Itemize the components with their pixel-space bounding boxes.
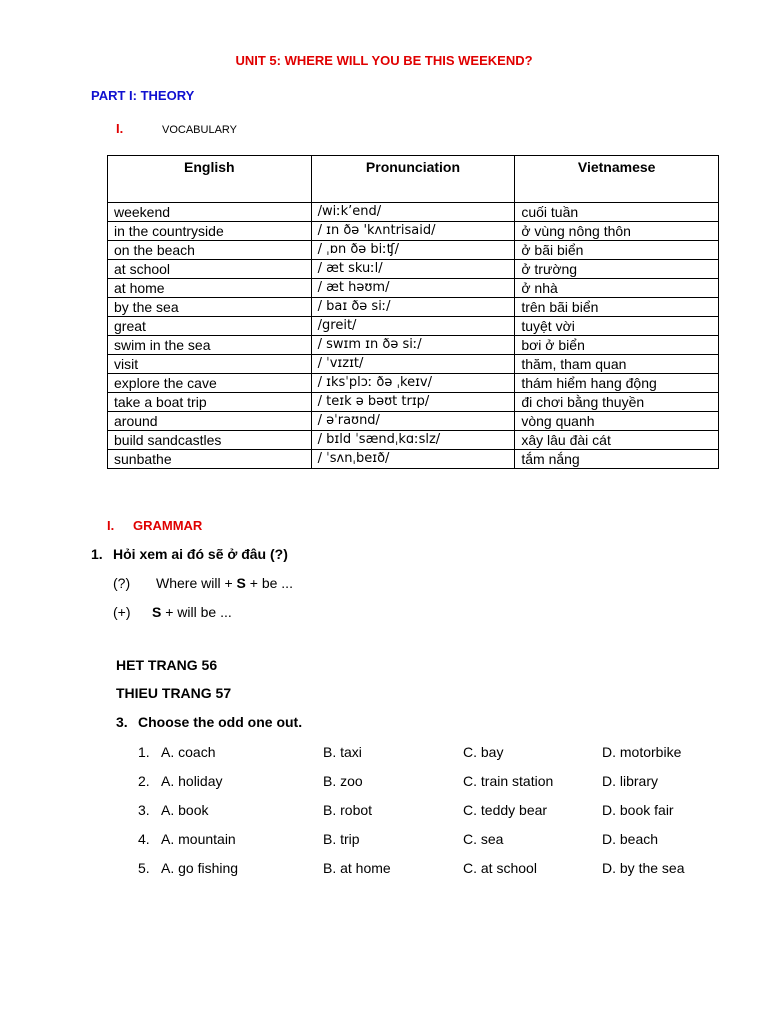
cell-english: take a boat trip xyxy=(108,393,312,412)
cell-pronunciation: / bɪld ˈsændˌkɑːslz/ xyxy=(311,431,515,450)
table-row xyxy=(108,298,719,317)
item-number: 2. xyxy=(138,773,150,789)
cell-english: sunbathe xyxy=(108,450,312,469)
vocab-section-label: VOCABULARY xyxy=(162,124,237,136)
question-structure xyxy=(156,575,293,591)
vocab-section-number: I. xyxy=(116,121,124,136)
table-row xyxy=(108,374,719,393)
option-d: D. beach xyxy=(602,831,659,847)
cell-english: build sandcastles xyxy=(108,431,312,450)
table-row xyxy=(108,393,719,412)
option-d: D. book fair xyxy=(602,802,674,818)
table-row xyxy=(108,260,719,279)
cell-pronunciation: / ˌɒn ðə biːʧ/ xyxy=(311,241,515,260)
answer-structure-subject: S xyxy=(152,604,162,620)
table-row xyxy=(108,412,719,431)
cell-english: at home xyxy=(108,279,312,298)
cell-vietnamese: ở vùng nông thôn xyxy=(515,222,719,241)
grammar-section-label: GRAMMAR xyxy=(133,518,203,533)
cell-vietnamese: thám hiểm hang động xyxy=(515,374,719,393)
cell-pronunciation: / æt skuːl/ xyxy=(311,260,515,279)
option-d: D. library xyxy=(602,773,659,789)
grammar-item-number: 1. xyxy=(91,546,103,562)
option-a: A. coach xyxy=(161,744,216,760)
page-note-het: HET TRANG 56 xyxy=(116,657,218,673)
option-a: A. book xyxy=(161,802,209,818)
exercise-title: Choose the odd one out. xyxy=(138,714,303,730)
cell-vietnamese: xây lâu đài cát xyxy=(515,431,719,450)
header-pronunciation: Pronunciation xyxy=(311,156,515,203)
table-row xyxy=(108,279,719,298)
option-d: D. by the sea xyxy=(602,860,685,876)
part-heading: PART I: THEORY xyxy=(91,88,195,103)
cell-english: at school xyxy=(108,260,312,279)
table-row xyxy=(108,450,719,469)
header-english: English xyxy=(108,156,312,203)
question-structure-a: Where will + xyxy=(156,575,237,591)
cell-vietnamese: đi chơi bằng thuyền xyxy=(515,393,719,412)
table-row xyxy=(108,317,719,336)
option-c: C. bay xyxy=(463,744,504,760)
cell-pronunciation: / ɪksˈplɔː ðə ˌkeɪv/ xyxy=(311,374,515,393)
cell-english: visit xyxy=(108,355,312,374)
option-b: B. trip xyxy=(323,831,360,847)
option-b: B. at home xyxy=(323,860,391,876)
cell-english: explore the cave xyxy=(108,374,312,393)
option-a: A. go fishing xyxy=(161,860,239,876)
cell-pronunciation: / ˈsʌnˌbeɪð/ xyxy=(311,450,515,469)
question-mark-label: (?) xyxy=(113,575,131,591)
option-c: C. teddy bear xyxy=(463,802,548,818)
cell-pronunciation: / baɪ ðə siː/ xyxy=(311,298,515,317)
option-b: B. taxi xyxy=(323,744,362,760)
unit-title: UNIT 5: WHERE WILL YOU BE THIS WEEKEND? xyxy=(235,53,533,68)
cell-english: on the beach xyxy=(108,241,312,260)
grammar-section-number: I. xyxy=(107,518,115,533)
exercise-number: 3. xyxy=(116,714,128,730)
table-row xyxy=(108,222,719,241)
item-number: 3. xyxy=(138,802,150,818)
table-row xyxy=(108,431,719,450)
cell-pronunciation: / swɪm ɪn ðə siː/ xyxy=(311,336,515,355)
question-structure-b: + be ... xyxy=(245,575,293,591)
plus-mark-label: (+) xyxy=(113,604,131,620)
option-b: B. robot xyxy=(323,802,373,818)
option-c: C. train station xyxy=(463,773,554,789)
grammar-item-text: Hỏi xem ai đó sẽ ở đâu (?) xyxy=(113,546,288,562)
option-b: B. zoo xyxy=(323,773,363,789)
cell-english: great xyxy=(108,317,312,336)
cell-vietnamese: ở bãi biển xyxy=(515,241,719,260)
cell-english: around xyxy=(108,412,312,431)
cell-vietnamese: cuối tuần xyxy=(515,203,719,222)
table-row xyxy=(108,241,719,260)
cell-vietnamese: bơi ở biển xyxy=(515,336,719,355)
header-vietnamese: Vietnamese xyxy=(515,156,719,203)
page-note-thieu: THIEU TRANG 57 xyxy=(116,685,232,701)
cell-english: by the sea xyxy=(108,298,312,317)
cell-vietnamese: thăm, tham quan xyxy=(515,355,719,374)
cell-vietnamese: tắm nắng xyxy=(515,450,719,469)
option-c: C. at school xyxy=(463,860,537,876)
cell-pronunciation: /greit/ xyxy=(311,317,515,336)
cell-english: in the countryside xyxy=(108,222,312,241)
item-number: 1. xyxy=(138,744,150,760)
answer-structure-b: + will be ... xyxy=(161,604,232,620)
option-c: C. sea xyxy=(463,831,504,847)
vocabulary-table xyxy=(107,155,719,469)
cell-vietnamese: ở nhà xyxy=(515,279,719,298)
cell-pronunciation: / əˈraʊnd/ xyxy=(311,412,515,431)
cell-vietnamese: trên bãi biển xyxy=(515,298,719,317)
vocab-header-row xyxy=(108,156,719,203)
table-row xyxy=(108,336,719,355)
cell-english: weekend xyxy=(108,203,312,222)
option-a: A. mountain xyxy=(161,831,236,847)
table-row xyxy=(108,355,719,374)
cell-pronunciation: /wiːk’end/ xyxy=(311,203,515,222)
answer-structure xyxy=(152,604,232,620)
cell-vietnamese: ở trường xyxy=(515,260,719,279)
option-d: D. motorbike xyxy=(602,744,682,760)
cell-english: swim in the sea xyxy=(108,336,312,355)
cell-pronunciation: / ɪn ðə 'kʌntrisaid/ xyxy=(311,222,515,241)
table-row xyxy=(108,203,719,222)
cell-pronunciation: / teɪk ə bəʊt trɪp/ xyxy=(311,393,515,412)
cell-pronunciation: / ˈvɪzɪt/ xyxy=(311,355,515,374)
item-number: 5. xyxy=(138,860,150,876)
option-a: A. holiday xyxy=(161,773,223,789)
cell-vietnamese: vòng quanh xyxy=(515,412,719,431)
question-structure-subject: S xyxy=(236,575,246,591)
cell-vietnamese: tuyệt vời xyxy=(515,317,719,336)
cell-pronunciation: / æt həʊm/ xyxy=(311,279,515,298)
item-number: 4. xyxy=(138,831,150,847)
